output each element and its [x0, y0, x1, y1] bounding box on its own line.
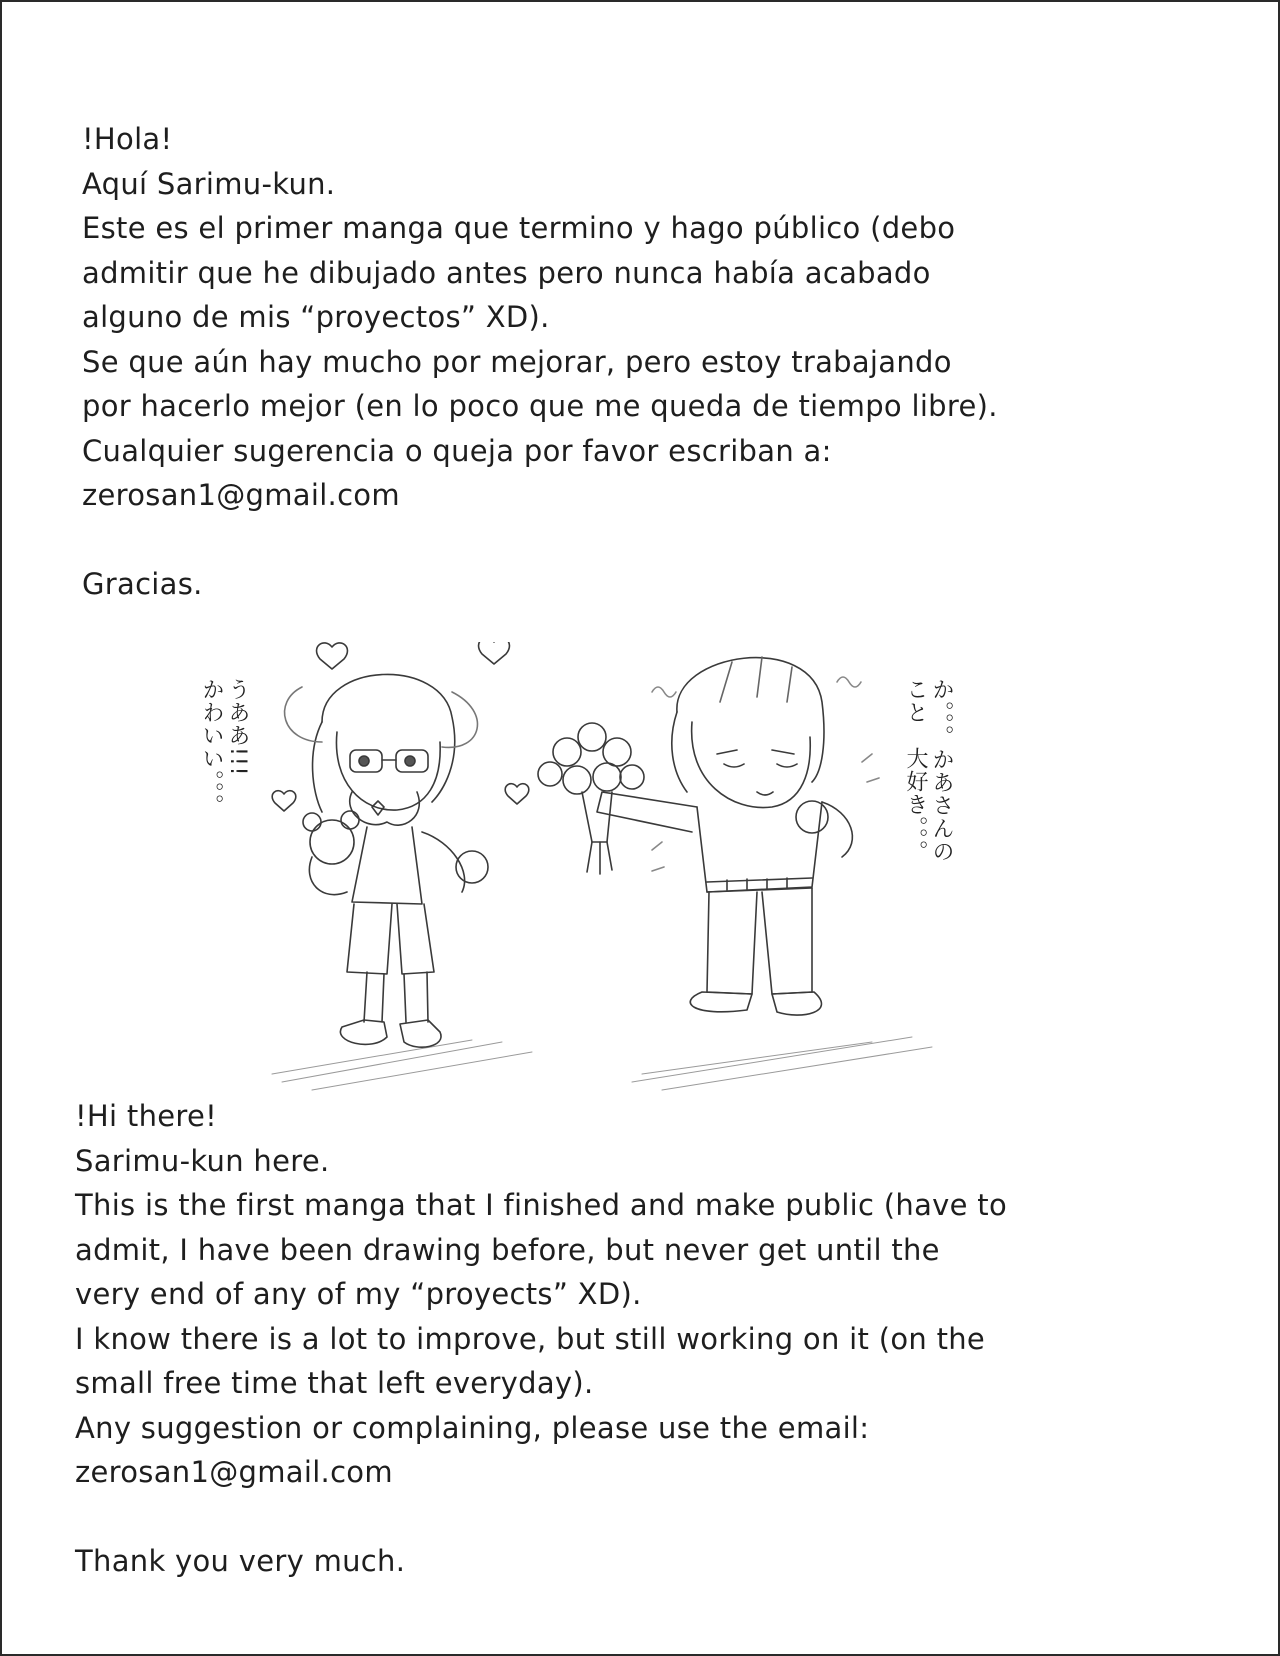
girl-speech-text	[198, 678, 250, 817]
boy-speech-line: か。。。かあさんの	[929, 678, 954, 863]
paragraph-gap	[82, 518, 998, 563]
english-line: Sarimu-kun here.	[75, 1143, 330, 1178]
english-line: I know there is a lot to improve, but still working on it (on the	[75, 1321, 986, 1356]
english-closing: Thank you very much.	[75, 1544, 406, 1578]
spanish-line: Se que aún hay mucho por mejorar, pero estoy trabajando	[82, 344, 952, 379]
english-line: Any suggestion or complaining, please use the email:	[75, 1410, 870, 1445]
boy-speech-line: こと 大好き。。。	[903, 678, 928, 863]
girl-speech-line: うああ!!!	[225, 678, 250, 777]
spanish-line: por hacerlo mejor (en lo poco que me queda de tiempo libre).	[82, 389, 998, 423]
spanish-line: Aquí Sarimu-kun.	[82, 166, 336, 201]
english-greeting: !Hi there!	[75, 1099, 218, 1133]
spanish-line: alguno de mis “proyectos” XD).	[82, 300, 550, 334]
spanish-letter	[82, 117, 998, 607]
boy-speech-text	[902, 678, 954, 863]
spanish-line: admitir que he dibujado antes pero nunca había acabado	[82, 255, 931, 290]
spanish-line: Este es el primer manga que termino y hago público (debo	[82, 211, 956, 245]
spanish-greeting: !Hola!	[82, 122, 173, 156]
paragraph-gap	[75, 1495, 1007, 1540]
girl-speech-line: かわいい。。。	[199, 678, 224, 817]
english-letter	[75, 1094, 1007, 1584]
english-line: very end of any of my “proyects” XD).	[75, 1277, 642, 1311]
english-line: small free time that left everyday).	[75, 1366, 594, 1400]
spanish-closing: Gracias.	[82, 567, 203, 601]
spanish-line: Cualquier sugerencia o queja por favor escriban a:	[82, 433, 832, 468]
boy-character	[538, 657, 879, 1015]
english-line: admit, I have been drawing before, but never get until the	[75, 1232, 940, 1267]
girl-character	[272, 642, 529, 1047]
english-line: This is the first manga that I finished and make public (have to	[75, 1188, 1007, 1222]
spanish-email: zerosan1@gmail.com	[82, 478, 400, 512]
english-email: zerosan1@gmail.com	[75, 1455, 393, 1489]
